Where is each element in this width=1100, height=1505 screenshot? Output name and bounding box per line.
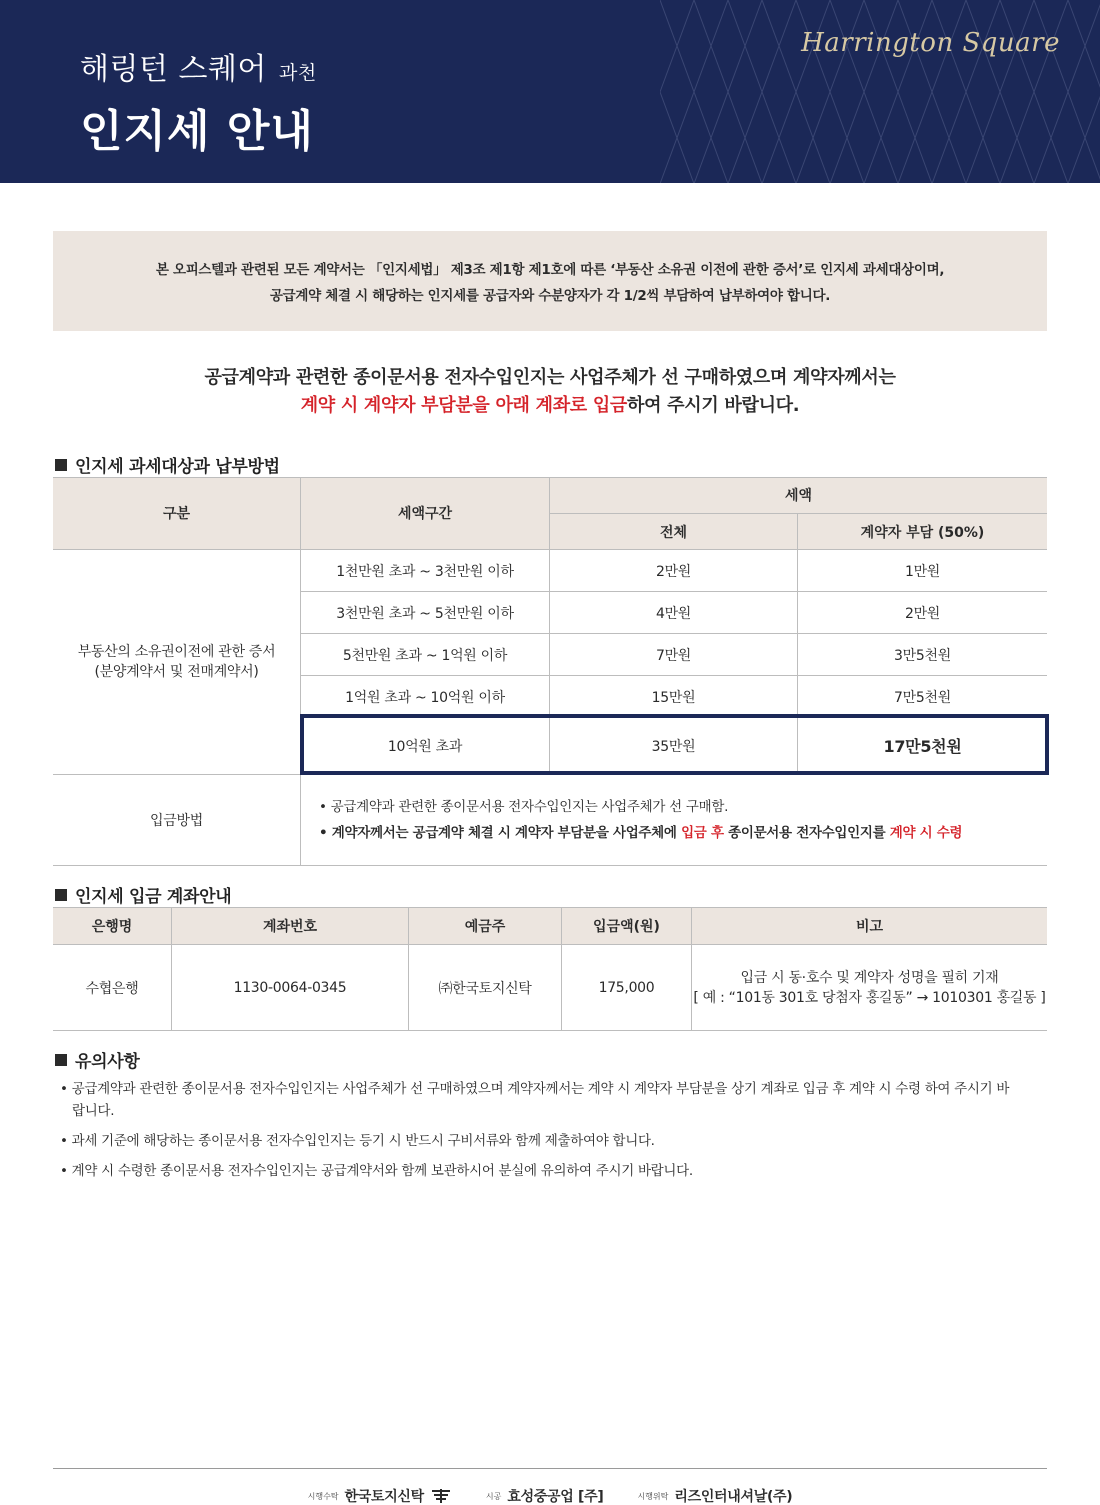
- page-header: [0, 0, 1100, 183]
- credit-role: 시행위탁: [637, 1491, 669, 1501]
- credit-name: 효성중공업 [주]: [507, 1489, 604, 1505]
- category-line-1: 부동산의 소유권이전에 관한 증서: [77, 644, 276, 660]
- credit-role: 시공: [485, 1491, 502, 1501]
- intro-line-2: [0, 392, 1100, 420]
- header-note: 비고: [855, 918, 884, 935]
- square-bullet-icon: [55, 459, 67, 471]
- row-5-range: 10억원 초과: [387, 738, 463, 755]
- payment-item-1: • 공급계약과 관련한 종이문서용 전자수입인지는 사업주체가 선 구매함.: [319, 794, 962, 820]
- category-line-2: (분양계약서 및 전매계약서): [94, 664, 259, 680]
- footer-credits: [0, 1486, 1100, 1505]
- row-3-share: 3만5천원: [894, 647, 951, 664]
- row-2-total: 4만원: [655, 605, 692, 622]
- header-holder: 예금주: [464, 918, 506, 935]
- brand-logo: Harrington Square: [801, 28, 1060, 58]
- header-amount: 입금액(원): [593, 918, 660, 935]
- deposit-amount: 175,000: [598, 979, 655, 996]
- section-title-account: [55, 882, 231, 907]
- payment-label: 입금방법: [150, 813, 203, 829]
- intro-text: [0, 364, 1100, 420]
- deposit-note-line-1: 입금 시 동·호수 및 계약자 성명을 필히 기재: [740, 969, 999, 986]
- footer-divider: [53, 1468, 1047, 1469]
- section-title-text: 유의사항: [75, 1052, 140, 1072]
- row-1-total: 2만원: [655, 563, 692, 580]
- row-3-range: 5천만원 초과 ~ 1억원 이하: [342, 647, 508, 664]
- note-item-3: • 계약 시 수령한 종이문서용 전자수입인지는 공급계약서와 함께 보관하시어 분실에 유의하여 주시기 바랍니다.: [60, 1160, 1020, 1182]
- payment-item-2: [319, 820, 962, 846]
- deposit-note: [692, 945, 1047, 1030]
- notice-box: [53, 231, 1047, 331]
- payment-item-2-text-a: 계약자께서는 공급계약 체결 시 계약자 부담분을 사업주체에: [331, 825, 682, 841]
- bank-name: 수협은행: [85, 980, 139, 997]
- row-1-range: 1천만원 초과 ~ 3천만원 이하: [336, 563, 514, 580]
- company-logo-icon: [430, 1489, 452, 1503]
- header-tax: 세액: [784, 488, 813, 504]
- credit-role: 시행수탁: [307, 1491, 339, 1501]
- row-3-total: 7만원: [655, 647, 692, 664]
- section-title-text: 인지세 입금 계좌안내: [75, 887, 232, 907]
- credit-name: 리즈인터내셔날(주): [674, 1489, 793, 1505]
- row-5-total: 35만원: [651, 738, 696, 755]
- intro-highlight: 계약 시 계약자 부담분을 아래 계좌로 입금: [300, 395, 628, 416]
- payment-method: [319, 775, 1039, 865]
- notice-line-1: 본 오피스텔과 관련된 모든 계약서는 「인지세법」 제3조 제1항 제1호에 따른 ‘부동산 소유권 이전에 관한 증서’로 인지세 과세대상이며,: [155, 262, 945, 278]
- payment-item-2-text-b: 종이문서용 전자수입인지를: [723, 825, 890, 841]
- section-title-notes: [55, 1047, 140, 1072]
- payment-item-2-red-1: 입금 후: [681, 825, 724, 841]
- highlight-frame: [300, 714, 1049, 775]
- subtitle-text: 해링턴 스퀘어: [80, 52, 267, 87]
- notes-list: [60, 1078, 1020, 1190]
- row-5-share: 17만5천원: [883, 737, 962, 756]
- header-total: 전체: [659, 524, 688, 541]
- header-bank: 은행명: [91, 918, 133, 935]
- header-category: 구분: [162, 506, 191, 522]
- row-4-total: 15만원: [651, 689, 696, 706]
- intro-line-2-rest: 하여 주시기 바랍니다.: [627, 395, 800, 416]
- note-item-1: • 공급계약과 관련한 종이문서용 전자수입인지는 사업주체가 선 구매하였으며 계약자께서는 계약 시 계약자 부담분을 상기 계좌로 입금 후 계약 시 수령 하여 주시기 바랍니다.: [60, 1078, 1020, 1122]
- header-share: 계약자 부담 (50%): [860, 524, 985, 541]
- row-2-range: 3천만원 초과 ~ 5천만원 이하: [336, 605, 514, 622]
- notice-line-2: 공급계약 체결 시 해당하는 인지세를 공급자와 수분양자가 각 1/2씩 부담하여 납부하여야 합니다.: [269, 288, 831, 304]
- row-4-range: 1억원 초과 ~ 10억원 이하: [345, 689, 505, 706]
- row-1-share: 1만원: [904, 563, 941, 580]
- page-title: 인지세 안내: [80, 106, 314, 157]
- page-subtitle: [80, 44, 317, 88]
- square-bullet-icon: [55, 889, 67, 901]
- credit-trustee: [308, 1486, 452, 1505]
- header-range: 세액구간: [397, 506, 453, 522]
- header-account: 계좌번호: [262, 918, 318, 935]
- account-holder: ㈜한국토지신탁: [438, 980, 532, 997]
- payment-method-list: [319, 794, 962, 846]
- section-title-text: 인지세 과세대상과 납부방법: [75, 457, 280, 477]
- deposit-note-line-2: [ 예 : “101동 301호 당첨자 홍길동” → 1010301 홍길동 ]: [693, 989, 1046, 1006]
- credit-constructor: [486, 1486, 604, 1505]
- note-item-2: • 과세 기준에 해당하는 종이문서용 전자수입인지는 등기 시 반드시 구비서류와 함께 제출하여야 합니다.: [60, 1130, 1020, 1152]
- credit-developer: [637, 1486, 792, 1505]
- category-cell: [53, 550, 300, 774]
- credit-name: 한국토지신탁: [344, 1489, 424, 1505]
- payment-item-2-red-2: 계약 시 수령: [889, 825, 963, 841]
- row-2-share: 2만원: [904, 605, 941, 622]
- row-4-share: 7만5천원: [894, 689, 951, 706]
- section-title-tax: [55, 452, 280, 477]
- subtitle-location: 과천: [278, 62, 317, 84]
- account-number: 1130-0064-0345: [233, 979, 347, 996]
- intro-line-1: 공급계약과 관련한 종이문서용 전자수입인지는 사업주체가 선 구매하였으며 계약자께서는: [204, 367, 896, 388]
- square-bullet-icon: [55, 1054, 67, 1066]
